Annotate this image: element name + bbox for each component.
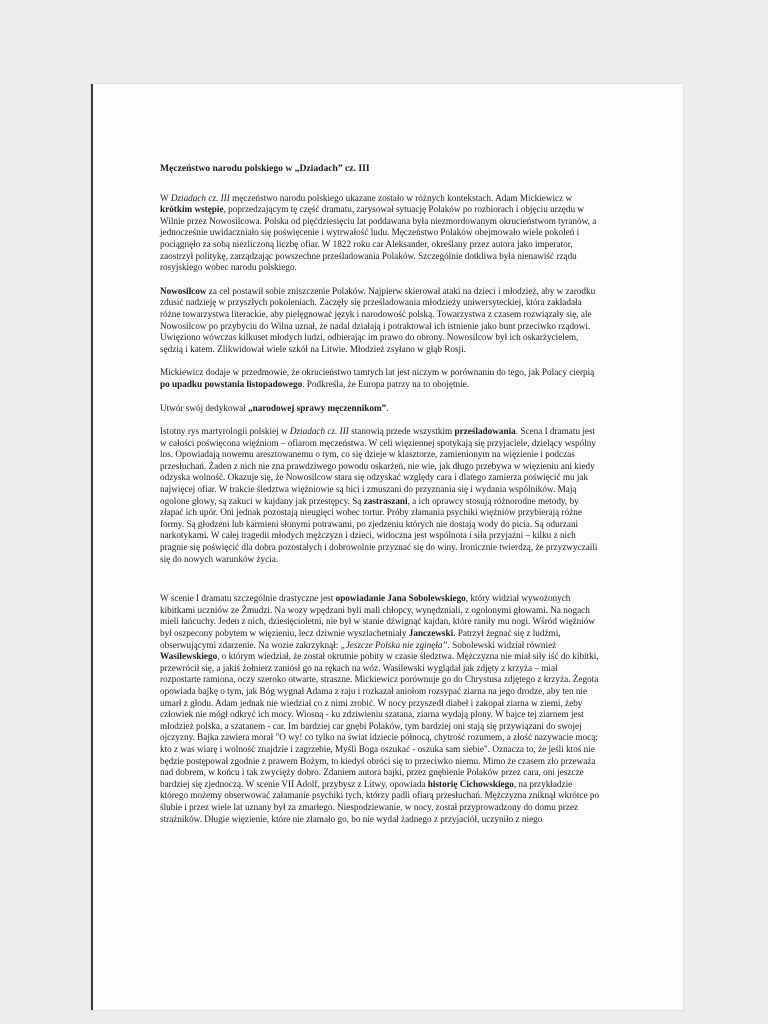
italic-text: „Jeszcze Polska nie zginęła” <box>340 639 448 650</box>
text-run: . Podkreśla, że Europa patrzy na to obojętnie. <box>302 378 470 389</box>
bold-text: krótkim wstępie <box>160 204 224 215</box>
paragraph-intro <box>160 193 600 274</box>
bold-text: opowiadanie Jana Sobolewskiego <box>335 593 466 604</box>
bold-text: zastraszani <box>363 495 408 506</box>
bold-text: Janczewski <box>408 628 454 638</box>
bold-text: prześladowania <box>454 426 516 437</box>
text-run: . Patrzył żegnać się z ludźmi, obserwującymi zdarzenie. Na wozie zakrzyknął: <box>160 628 561 650</box>
text-run: W scenie I dramatu szczególnie drastyczne jest <box>160 593 336 604</box>
bold-text: historię Cichowskiego <box>427 778 514 789</box>
text-run: W <box>160 192 171 203</box>
text-run: męczeństwo narodu polskiego ukazane zostało w różnych kontekstach. Adam Mickiewicz w <box>229 192 573 203</box>
paragraph-scene-one <box>160 593 600 825</box>
paragraph-nowosilcow <box>160 286 600 356</box>
text-run: Mickiewicz dodaje w przedmowie, że okrucieństwo tamtych lat jest niczym w porównaniu do tego, jak Polacy cierpią <box>160 367 595 378</box>
text-run: . Scena I dramatu jest w całości poświęcona więźniom – ofiarom męczeństwa. W celi więziennej spotykają się przyjaciele, dzielący wspólny los. Opowiadają nowemu aresztowanemu o tym, co się dzieje w klasztorze, zamienionym na więzienie i podczas przesłuchań. Żaden z nich nie zna prawdziwego powodu oskarżeń, nie wie, jak długo przebywa w więzieniu ani kiedy odzyska wolność. Okazuje się, że Nowosilcow stara się odzyskać względy cara i dlatego zamierza poświęcić mu jak najwięcej ofiar. W trakcie śledztwa więźniowie są bici i zmuszani do przyznania się i wydania wspólników. Mają ogolone głowy, są zakuci w kajdany jak przestępcy. Są <box>160 426 596 506</box>
text-run: Utwór swój dedykował <box>160 402 249 413</box>
bold-text: po upadku powstania listopadowego <box>160 378 303 389</box>
paragraph-preface <box>160 367 600 390</box>
text-run: . <box>386 402 389 413</box>
text-run: Istotny rys martyrologii polskiej w <box>160 426 290 437</box>
paragraph-martyrology <box>160 426 600 565</box>
document-title: Męczeństwo narodu polskiego w „Dziadach” cz. III <box>160 163 370 174</box>
text-run: , poprzedzającym tę część dramatu, zarysował sytuację Polaków po rozbiorach i objęciu urzędu w Wilnie przez Nowosilcowa. Polska od pięćdziesięciu lat poddawana była niezmordowanym okrucieństwom tyranów, a jednocześnie uwidaczniało się poświęcenie i wytrwałość ludu. Męczeństwo Polaków obejmowało wiele pokoleń i pociągnęło za sobą niezliczoną liczbę ofiar. W 1822 roku car Aleksander, określany przez autora jako imperator, zaostrzył politykę, zarządzając powszechne prześladowania Polaków. Szczególnie dotkliwa była nienawiść rządu rosyjskiego wobec narodu polskiego. <box>160 204 597 273</box>
text-run: stanowią przede wszystkim <box>348 426 455 437</box>
text-run: . Sobolewski widział również <box>447 639 557 650</box>
text-run: , o którym wiedział, że został okrutnie pobity w czasie śledztwa. Mężczyzna nie miał siły iść do kibitki, przewrócił się, a jakiś żołnierz zaniósł go na rękach na wóz. Wasilewski wyglądał jak zdjęty z krzyża – miał rozpostarte ramiona, oczy szeroko otwarte, straszne. Mickiewicz porównuje go do Chrystusa zdjętego z krzyża. Żegota opowiada bajkę o tym, jak Bóg wygnał Adama z raju i rozkazał aniołom rozsypać ziarna na jego drodze, aby ten nie umarł z głodu. Adam jednak nie wiedział co z nimi zrobić. W nocy przyszedł diabeł i zakopał ziarna w ziemi, żeby człowiek nie mógł odkryć ich mocy. Wiosną - ku zdziwieniu szatana, ziarna wydają plony. W bajce tej ziarnem jest młodzież polska, a szatanem - car. Im bardziej car gnębi Polaków, tym bardziej oni stają się przywiązani do swojej ojczyzny. Bajka zawiera morał "O wy! co tylko na świat idziecie północą, chytrość rozumem, a złość nazywacie mocą; kto z was wiarę i wolność znajdzie i zagrzebie, Myśli Boga oszukać - oszuka sam siebie". Oznacza to, że jeśli ktoś nie będzie postępował zgodnie z prawem Bożym, to kiedyś obróci się to przeciwko niemu. Mimo że czasem zło przeważa nad dobrem, w końcu i tak zwycięży dobro. Zdaniem autora bajki, przez gnębienie Polaków przez cara, oni jeszcze bardziej się zjednoczą. W scenie VII Adolf, przybysz z Litwy, opowiada <box>160 651 599 789</box>
paragraph-dedication <box>160 403 600 415</box>
text-run: , a ich oprawcy stosują różnorodne metody, by złapać ich upór. Oni jednak pozostają nieugięci wobec tortur. Próby złamania psychiki więźniów przybierają różne formy. Są głodzeni lub karmieni słonymi potrawami, po zjedzeniu których nie dostają wody do picia. Są odurzani narkotykami. W całej tragedii młodych mężczyzn i dzieci, widoczna jest wspólnota i siła przyjaźni – kilku z nich pragnie się poświęcić dla dobra pozostałych i dobrowolnie przyznać się do winy. Ironicznie twierdzą, że przyzwyczaili się do nowych warunków życia. <box>160 495 598 564</box>
bold-text: Nowosilcow <box>160 285 207 296</box>
text-run: , który widział wywożonych kibitkami uczniów ze Żmudzi. Na wozy wpędzani byli mali chłopcy, wynędzniali, z ogolonymi głowami. Na nogach mieli łańcuchy. Jeden z nich, dziesięcioletni, nie był w stanie dźwignąć kajdan, które raniły mu nogi. Wśród więźniów był oszpecony pobytem w więzieniu, lecz dziwnie wyszlachetniały <box>160 593 596 638</box>
bold-text: Wasilewskiego <box>160 651 218 662</box>
italic-text: Dziadach cz. III <box>170 192 230 203</box>
page-left-edge <box>91 84 93 1010</box>
bold-text: „narodowej sprawy męczennikom” <box>248 402 387 413</box>
text-run: za cel postawił sobie zniszczenie Polaków. Najpierw skierował ataki na dzieci i młodzież, aby w zarodku zdusić nadzieję w przyszłych pokoleniach. Zaczęły się prześladowania młodzieży uniwersyteckiej, która zakładała różne towarzystwa literackie, aby pielęgnować język i narodowość polską. Towarzystwa z czasem rozwiązały się, ale Nowosilcow po przybyciu do Wilna uznał, że nadal działają i potraktował ich istnienie jako bunt przeciwko rządowi. Uwięziono wówczas kilkuset młodych ludzi, odbierając im prawo do obrony. Nowosilcow był ich oskarżycielem, sędzią i katem. Zlikwidował wiele szkół na Litwie. Młodzież zsyłano w głąb Rosji. <box>160 285 596 354</box>
document-body <box>160 163 600 837</box>
text-run: , na przykładzie którego możemy obserwować załamanie psychiki tych, którzy padli ofiarą przesłuchań. Mężczyzna zniknął wkrótce po ślubie i przez wiele lat uznany był za zmarłego. Niespodziewanie, w nocy, został przyprowadzony do domu przez strażników. Długie więzienie, które nie złamało go, bo nie wydał żadnego z przyjaciół, uczyniło z niego <box>160 778 600 824</box>
italic-text: Dziadach cz. III <box>289 426 349 437</box>
